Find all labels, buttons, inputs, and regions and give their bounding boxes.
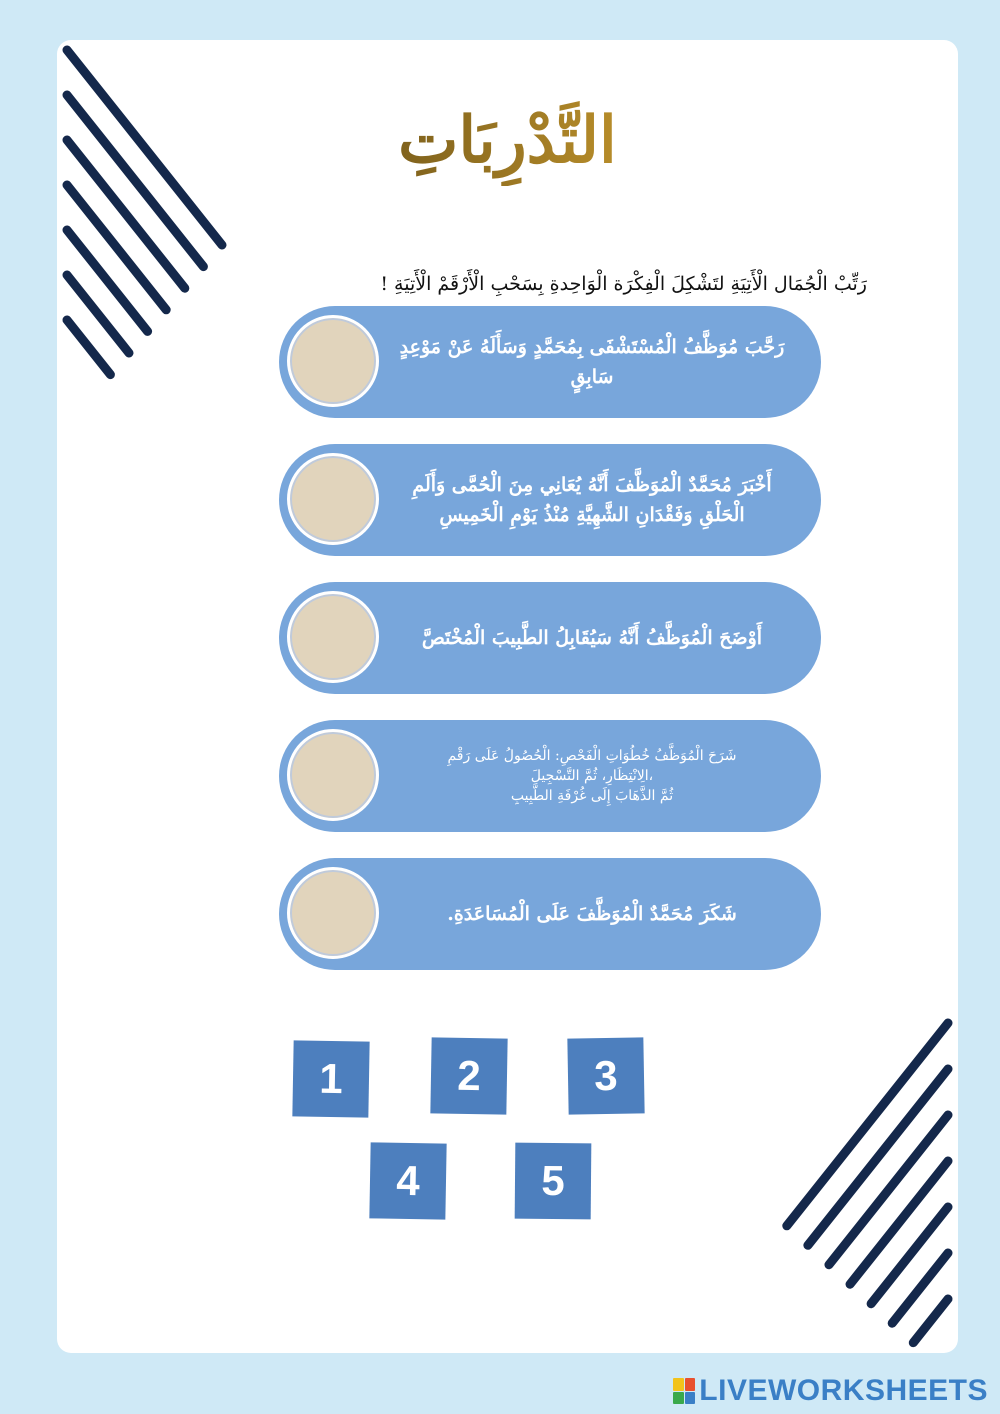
liveworksheets-logo-icon (673, 1378, 695, 1404)
liveworksheets-logo-text: LIVEWORKSHEETS (699, 1374, 988, 1407)
worksheet-page (57, 40, 958, 1353)
number-tile-3[interactable]: 3 (567, 1037, 644, 1114)
worksheet-instruction: رَتِّبْ الْجُمَال الْأَتِيَةِ لتَشْكِلَ الْفِكْرَة الْوَاحِدةِ بِسَحْبِ الْأَرْقَمْ الْأَتِيَةِ ! (380, 273, 867, 295)
number-drop-zone-4[interactable] (287, 729, 379, 821)
sentence-text-4-line-2: ،الِانْتِظَارِ، ثُمَّ التَّسْجِيلَ (530, 768, 654, 784)
sentence-card-2[interactable] (279, 444, 821, 556)
sentence-card-4[interactable] (279, 720, 821, 832)
number-tile-4[interactable]: 4 (369, 1142, 446, 1219)
sentence-text-4-line-3: ثُمَّ الذَّهَابَ إِلَى غُرْفَةِ الطَّبِيبِ (510, 788, 674, 804)
sentence-card-5[interactable] (279, 858, 821, 970)
number-drop-zone-1[interactable] (287, 315, 379, 407)
sentence-text-3: أَوْضَحَ الْمُوَظَّفُ أَنَّهُ سَيُقَابِلُ الطَّبِيبَ الْمُخْتَصَّ (421, 627, 763, 649)
decorative-stripes-top-left (57, 40, 297, 400)
number-drop-zone-2[interactable] (287, 453, 379, 545)
sentence-text-5: شَكَرَ مُحَمَّدٌ الْمُوَظَّفَ عَلَى الْمُسَاعَدَةِ. (447, 903, 737, 925)
number-drop-zone-3[interactable] (287, 591, 379, 683)
sentence-text-4 (387, 720, 797, 832)
number-tile-1[interactable]: 1 (292, 1040, 369, 1117)
number-tile-5[interactable]: 5 (515, 1143, 592, 1220)
sentence-card-3[interactable] (279, 582, 821, 694)
number-tile-2[interactable]: 2 (430, 1037, 507, 1114)
liveworksheets-branding[interactable] (673, 1374, 988, 1408)
worksheet-title: التَّدْرِبَاتِ (57, 96, 958, 186)
sentence-text-4-line-1: شَرَحَ الْمُوَظَّفُ خُطُوَاتِ الْفَحْصِ: الْحُصُولُ عَلَى رَقْمِ (447, 748, 737, 764)
number-drop-zone-5[interactable] (287, 867, 379, 959)
sentence-card-1[interactable] (279, 306, 821, 418)
sentence-text-2: أَخْبَرَ مُحَمَّدٌ الْمُوَظَّفَ أَنَّهُ يُعَانِي مِنَ الْحُمَّى وَأَلَمِ الْحَلْقِ وَفَقْدَانِ الشَّهِيَّةِ مُنْذُ يَوْمِ الْخَمِيسِ (412, 474, 772, 526)
decorative-stripes-bottom-right (708, 1003, 958, 1353)
sentence-text-1: رَحَّبَ مُوَظَّفُ الْمُسْتَشْفَى بِمُحَمَّدٍ وَسَأَلَهُ عَنْ مَوْعِدٍ سَابِقٍ (399, 336, 785, 388)
